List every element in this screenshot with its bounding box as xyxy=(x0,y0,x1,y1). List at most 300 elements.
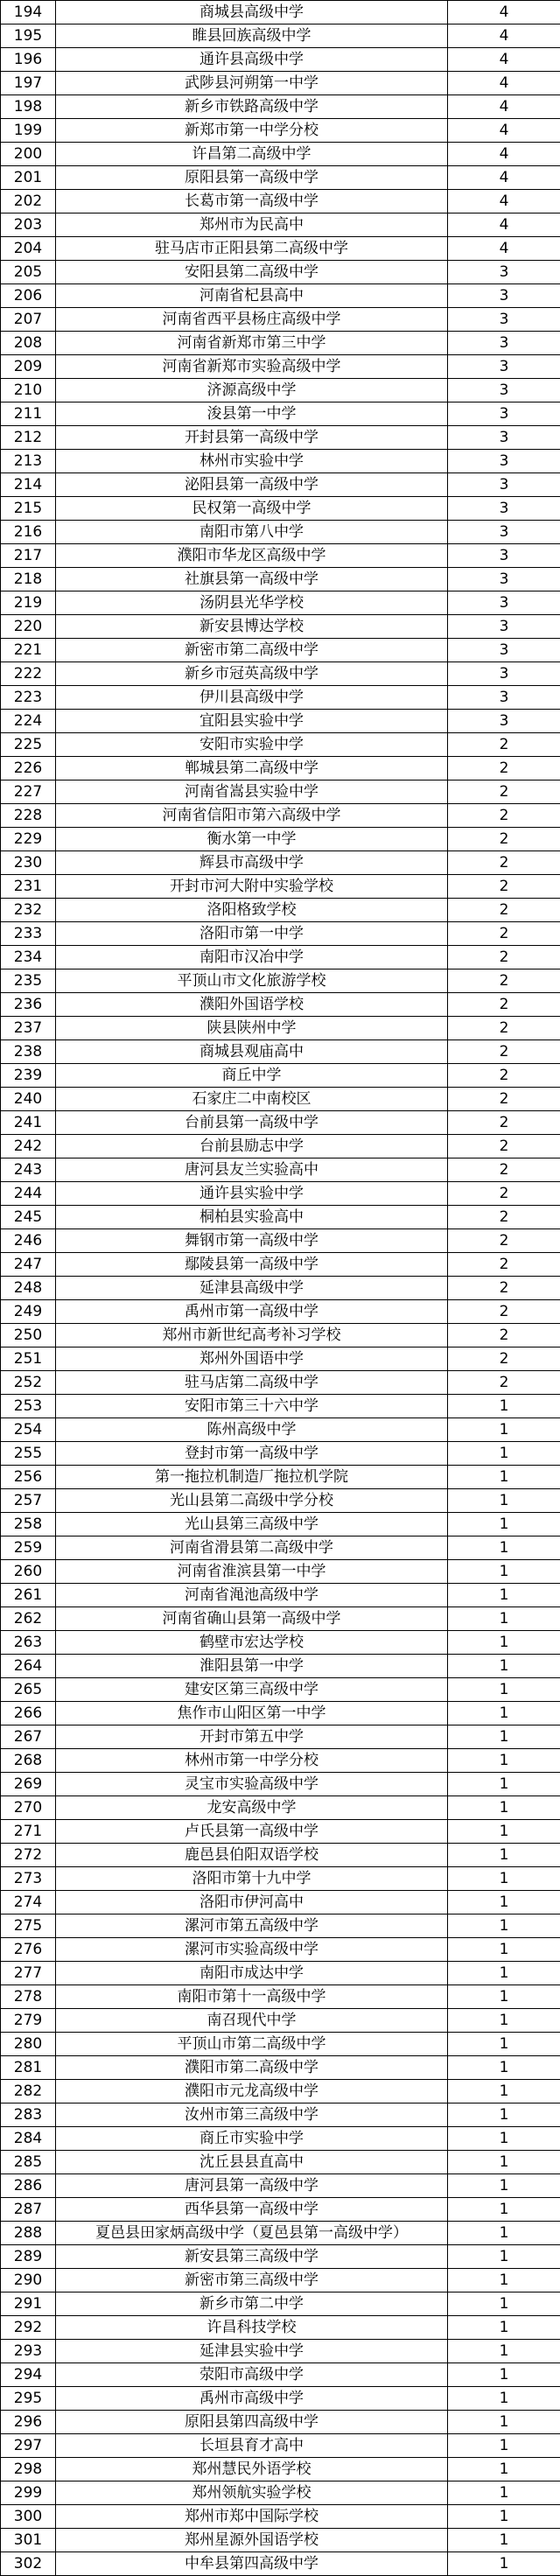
rank-cell: 231 xyxy=(1,875,56,899)
count-cell: 2 xyxy=(448,757,560,780)
table-row xyxy=(1,1938,560,1962)
school-name-cell: 新安县博达学校 xyxy=(56,615,448,639)
table-row xyxy=(1,568,560,592)
table-row xyxy=(1,1088,560,1111)
school-name-cell: 河南省信阳市第六高级中学 xyxy=(56,804,448,828)
count-cell: 2 xyxy=(448,1229,560,1253)
rank-cell: 213 xyxy=(1,450,56,473)
table-row xyxy=(1,2033,560,2056)
count-cell: 2 xyxy=(448,1064,560,1088)
table-row xyxy=(1,2529,560,2552)
rank-cell: 248 xyxy=(1,1277,56,1300)
table-row xyxy=(1,1135,560,1158)
rank-cell: 196 xyxy=(1,48,56,72)
count-cell: 1 xyxy=(448,1631,560,1655)
count-cell: 3 xyxy=(448,497,560,521)
rank-cell: 297 xyxy=(1,2434,56,2458)
count-cell: 2 xyxy=(448,1348,560,1371)
count-cell: 1 xyxy=(448,1418,560,1442)
count-cell: 4 xyxy=(448,1,560,24)
count-cell: 1 xyxy=(448,2151,560,2174)
school-name-cell: 平顶山市文化旅游学校 xyxy=(56,970,448,993)
school-name-cell: 西华县第一高级中学 xyxy=(56,2198,448,2222)
school-name-cell: 新安县第三高级中学 xyxy=(56,2245,448,2269)
school-name-cell: 原阳县第一高级中学 xyxy=(56,166,448,190)
table-row xyxy=(1,615,560,639)
count-cell: 1 xyxy=(448,1938,560,1962)
count-cell: 1 xyxy=(448,1749,560,1773)
school-name-cell: 鹤壁市宏达学校 xyxy=(56,1631,448,1655)
rank-cell: 301 xyxy=(1,2529,56,2552)
table-row xyxy=(1,851,560,875)
rank-cell: 218 xyxy=(1,568,56,592)
count-cell: 2 xyxy=(448,899,560,922)
count-cell: 1 xyxy=(448,2482,560,2505)
count-cell: 2 xyxy=(448,1088,560,1111)
school-name-cell: 开封市第五中学 xyxy=(56,1726,448,1749)
count-cell: 1 xyxy=(448,2340,560,2363)
table-row xyxy=(1,284,560,308)
rank-cell: 203 xyxy=(1,214,56,237)
table-row xyxy=(1,1277,560,1300)
count-cell: 4 xyxy=(448,214,560,237)
school-name-cell: 鄢陵县第一高级中学 xyxy=(56,1253,448,1277)
school-name-cell: 许昌科技学校 xyxy=(56,2316,448,2340)
table-row xyxy=(1,1,560,24)
count-cell: 1 xyxy=(448,2434,560,2458)
school-name-cell: 河南省淮滨县第一中学 xyxy=(56,1560,448,1584)
count-cell: 3 xyxy=(448,450,560,473)
school-name-cell: 原阳县第四高级中学 xyxy=(56,2411,448,2434)
table-row xyxy=(1,355,560,379)
table-row xyxy=(1,662,560,686)
rank-cell: 237 xyxy=(1,1017,56,1040)
table-row xyxy=(1,710,560,733)
table-row xyxy=(1,308,560,332)
rank-cell: 273 xyxy=(1,1867,56,1891)
table-row xyxy=(1,1867,560,1891)
count-cell: 4 xyxy=(448,48,560,72)
school-name-cell: 洛阳市第一中学 xyxy=(56,922,448,946)
table-row xyxy=(1,473,560,497)
school-name-cell: 陈州高级中学 xyxy=(56,1418,448,1442)
table-row xyxy=(1,72,560,95)
count-cell: 3 xyxy=(448,662,560,686)
school-name-cell: 辉县市高级中学 xyxy=(56,851,448,875)
table-row xyxy=(1,733,560,757)
table-row xyxy=(1,1206,560,1229)
table-row xyxy=(1,1891,560,1914)
school-name-cell: 沈丘县县直高中 xyxy=(56,2151,448,2174)
school-name-cell: 驻马店市正阳县第二高级中学 xyxy=(56,237,448,261)
table-row xyxy=(1,190,560,214)
rank-cell: 263 xyxy=(1,1631,56,1655)
table-row xyxy=(1,261,560,284)
table-row xyxy=(1,450,560,473)
table-row xyxy=(1,24,560,48)
table-row xyxy=(1,2009,560,2033)
rank-cell: 257 xyxy=(1,1489,56,1513)
table-row xyxy=(1,2151,560,2174)
count-cell: 4 xyxy=(448,72,560,95)
rank-cell: 224 xyxy=(1,710,56,733)
rank-cell: 276 xyxy=(1,1938,56,1962)
rank-cell: 258 xyxy=(1,1513,56,1536)
count-cell: 1 xyxy=(448,2127,560,2151)
school-name-cell: 郑州市为民高中 xyxy=(56,214,448,237)
rank-cell: 283 xyxy=(1,2104,56,2127)
rank-cell: 234 xyxy=(1,946,56,970)
table-row xyxy=(1,1371,560,1395)
rank-cell: 290 xyxy=(1,2269,56,2292)
school-name-cell: 新密市第三高级中学 xyxy=(56,2269,448,2292)
rank-cell: 219 xyxy=(1,592,56,615)
rank-cell: 216 xyxy=(1,521,56,544)
school-name-cell: 新郑市第一中学分校 xyxy=(56,119,448,143)
count-cell: 1 xyxy=(448,2245,560,2269)
table-row xyxy=(1,2552,560,2576)
count-cell: 3 xyxy=(448,521,560,544)
rank-cell: 270 xyxy=(1,1796,56,1820)
school-name-cell: 第一拖拉机制造厂拖拉机学院 xyxy=(56,1466,448,1489)
table-row xyxy=(1,1418,560,1442)
table-row xyxy=(1,237,560,261)
school-name-cell: 河南省新郑市第三中学 xyxy=(56,332,448,355)
table-row xyxy=(1,426,560,450)
rank-cell: 246 xyxy=(1,1229,56,1253)
table-row xyxy=(1,2387,560,2411)
school-name-cell: 焦作市山阳区第一中学 xyxy=(56,1702,448,1726)
count-cell: 2 xyxy=(448,733,560,757)
count-cell: 2 xyxy=(448,1324,560,1348)
count-cell: 3 xyxy=(448,568,560,592)
table-row xyxy=(1,1678,560,1702)
count-cell: 1 xyxy=(448,1702,560,1726)
school-name-cell: 濮阳外国语学校 xyxy=(56,993,448,1017)
rank-cell: 205 xyxy=(1,261,56,284)
count-cell: 1 xyxy=(448,2009,560,2033)
rank-cell: 208 xyxy=(1,332,56,355)
count-cell: 3 xyxy=(448,615,560,639)
school-name-cell: 濮阳市元龙高级中学 xyxy=(56,2080,448,2104)
school-name-cell: 新乡市冠英高级中学 xyxy=(56,662,448,686)
table-row xyxy=(1,1631,560,1655)
rank-cell: 238 xyxy=(1,1040,56,1064)
table-row xyxy=(1,1466,560,1489)
school-name-cell: 社旗县第一高级中学 xyxy=(56,568,448,592)
count-cell: 1 xyxy=(448,2269,560,2292)
table-row xyxy=(1,592,560,615)
count-cell: 3 xyxy=(448,284,560,308)
school-name-cell: 南阳市第十一高级中学 xyxy=(56,1985,448,2009)
school-name-cell: 安阳市第三十六中学 xyxy=(56,1395,448,1418)
school-name-cell: 郑州星源外国语学校 xyxy=(56,2529,448,2552)
count-cell: 1 xyxy=(448,1489,560,1513)
count-cell: 1 xyxy=(448,2198,560,2222)
table-row xyxy=(1,875,560,899)
table-row xyxy=(1,2505,560,2529)
table-row xyxy=(1,970,560,993)
school-name-cell: 台前县第一高级中学 xyxy=(56,1111,448,1135)
rank-cell: 249 xyxy=(1,1300,56,1324)
table-row xyxy=(1,1324,560,1348)
school-name-cell: 伊川县高级中学 xyxy=(56,686,448,710)
table-row xyxy=(1,1914,560,1938)
school-name-cell: 长葛市第一高级中学 xyxy=(56,190,448,214)
table-row xyxy=(1,1985,560,2009)
count-cell: 1 xyxy=(448,2529,560,2552)
rank-cell: 225 xyxy=(1,733,56,757)
count-cell: 1 xyxy=(448,2363,560,2387)
table-row xyxy=(1,2127,560,2151)
school-name-cell: 鹿邑县伯阳双语学校 xyxy=(56,1844,448,1867)
rank-cell: 210 xyxy=(1,379,56,402)
rank-cell: 280 xyxy=(1,2033,56,2056)
rank-cell: 252 xyxy=(1,1371,56,1395)
count-cell: 3 xyxy=(448,355,560,379)
table-row xyxy=(1,1229,560,1253)
count-cell: 1 xyxy=(448,1726,560,1749)
table-row xyxy=(1,214,560,237)
school-name-cell: 濮阳市第二高级中学 xyxy=(56,2056,448,2080)
rank-cell: 278 xyxy=(1,1985,56,2009)
table-row xyxy=(1,2434,560,2458)
rank-cell: 230 xyxy=(1,851,56,875)
school-name-cell: 石家庄二中南校区 xyxy=(56,1088,448,1111)
table-row xyxy=(1,2316,560,2340)
rank-cell: 295 xyxy=(1,2387,56,2411)
school-name-cell: 郸城县第二高级中学 xyxy=(56,757,448,780)
ranking-table-body xyxy=(1,1,560,2576)
count-cell: 2 xyxy=(448,780,560,804)
count-cell: 3 xyxy=(448,261,560,284)
count-cell: 4 xyxy=(448,119,560,143)
school-name-cell: 卢氏县第一高级中学 xyxy=(56,1820,448,1844)
table-row xyxy=(1,1064,560,1088)
table-row xyxy=(1,686,560,710)
rank-cell: 286 xyxy=(1,2174,56,2198)
table-row xyxy=(1,2245,560,2269)
rank-cell: 274 xyxy=(1,1891,56,1914)
count-cell: 1 xyxy=(448,1466,560,1489)
school-name-cell: 灵宝市实验高级中学 xyxy=(56,1773,448,1796)
rank-cell: 211 xyxy=(1,402,56,426)
school-name-cell: 登封市第一高级中学 xyxy=(56,1442,448,1466)
count-cell: 3 xyxy=(448,473,560,497)
count-cell: 1 xyxy=(448,2174,560,2198)
count-cell: 2 xyxy=(448,1135,560,1158)
school-name-cell: 商城县观庙高中 xyxy=(56,1040,448,1064)
rank-cell: 277 xyxy=(1,1962,56,1985)
rank-cell: 289 xyxy=(1,2245,56,2269)
rank-cell: 240 xyxy=(1,1088,56,1111)
school-name-cell: 平顶山市第二高级中学 xyxy=(56,2033,448,2056)
school-name-cell: 延津县实验中学 xyxy=(56,2340,448,2363)
rank-cell: 247 xyxy=(1,1253,56,1277)
school-name-cell: 中牟县第四高级中学 xyxy=(56,2552,448,2576)
table-row xyxy=(1,2363,560,2387)
rank-cell: 245 xyxy=(1,1206,56,1229)
rank-cell: 233 xyxy=(1,922,56,946)
count-cell: 3 xyxy=(448,402,560,426)
rank-cell: 284 xyxy=(1,2127,56,2151)
rank-cell: 288 xyxy=(1,2222,56,2245)
school-name-cell: 唐河县友兰实验高中 xyxy=(56,1158,448,1182)
school-name-cell: 河南省确山县第一高级中学 xyxy=(56,1607,448,1631)
rank-cell: 262 xyxy=(1,1607,56,1631)
count-cell: 3 xyxy=(448,308,560,332)
rank-cell: 272 xyxy=(1,1844,56,1867)
count-cell: 2 xyxy=(448,970,560,993)
count-cell: 4 xyxy=(448,166,560,190)
school-name-cell: 洛阳格致学校 xyxy=(56,899,448,922)
count-cell: 1 xyxy=(448,2222,560,2245)
rank-cell: 241 xyxy=(1,1111,56,1135)
school-name-cell: 新乡市第二中学 xyxy=(56,2292,448,2316)
school-name-cell: 郑州慧民外语学校 xyxy=(56,2458,448,2482)
count-cell: 1 xyxy=(448,1867,560,1891)
count-cell: 4 xyxy=(448,190,560,214)
rank-cell: 259 xyxy=(1,1536,56,1560)
rank-cell: 251 xyxy=(1,1348,56,1371)
school-name-cell: 泌阳县第一高级中学 xyxy=(56,473,448,497)
rank-cell: 302 xyxy=(1,2552,56,2576)
table-row xyxy=(1,1726,560,1749)
school-name-cell: 荥阳市高级中学 xyxy=(56,2363,448,2387)
rank-cell: 266 xyxy=(1,1702,56,1726)
school-name-cell: 睢县回族高级中学 xyxy=(56,24,448,48)
count-cell: 1 xyxy=(448,1820,560,1844)
table-row xyxy=(1,1253,560,1277)
count-cell: 3 xyxy=(448,592,560,615)
table-row xyxy=(1,379,560,402)
school-name-cell: 南阳市成达中学 xyxy=(56,1962,448,1985)
count-cell: 2 xyxy=(448,946,560,970)
school-name-cell: 开封市河大附中实验学校 xyxy=(56,875,448,899)
count-cell: 2 xyxy=(448,875,560,899)
count-cell: 2 xyxy=(448,1017,560,1040)
school-name-cell: 通许县实验中学 xyxy=(56,1182,448,1206)
count-cell: 2 xyxy=(448,1300,560,1324)
school-name-cell: 安阳市实验中学 xyxy=(56,733,448,757)
count-cell: 2 xyxy=(448,1111,560,1135)
rank-cell: 254 xyxy=(1,1418,56,1442)
count-cell: 4 xyxy=(448,24,560,48)
rank-cell: 226 xyxy=(1,757,56,780)
rank-cell: 206 xyxy=(1,284,56,308)
rank-cell: 222 xyxy=(1,662,56,686)
rank-cell: 243 xyxy=(1,1158,56,1182)
school-name-cell: 建安区第三高级中学 xyxy=(56,1678,448,1702)
rank-cell: 269 xyxy=(1,1773,56,1796)
table-row xyxy=(1,2222,560,2245)
table-row xyxy=(1,993,560,1017)
rank-cell: 200 xyxy=(1,143,56,166)
rank-cell: 207 xyxy=(1,308,56,332)
school-name-cell: 河南省西平县杨庄高级中学 xyxy=(56,308,448,332)
rank-cell: 275 xyxy=(1,1914,56,1938)
school-name-cell: 漯河市实验高级中学 xyxy=(56,1938,448,1962)
rank-cell: 267 xyxy=(1,1726,56,1749)
count-cell: 1 xyxy=(448,1513,560,1536)
count-cell: 2 xyxy=(448,1182,560,1206)
school-name-cell: 林州市实验中学 xyxy=(56,450,448,473)
table-row xyxy=(1,143,560,166)
count-cell: 1 xyxy=(448,2056,560,2080)
rank-cell: 201 xyxy=(1,166,56,190)
table-row xyxy=(1,1584,560,1607)
rank-cell: 198 xyxy=(1,95,56,119)
school-name-cell: 许昌第二高级中学 xyxy=(56,143,448,166)
rank-cell: 227 xyxy=(1,780,56,804)
count-cell: 4 xyxy=(448,143,560,166)
table-row xyxy=(1,1820,560,1844)
school-name-cell: 淮阳县第一中学 xyxy=(56,1655,448,1678)
count-cell: 1 xyxy=(448,2316,560,2340)
school-name-cell: 民权第一高级中学 xyxy=(56,497,448,521)
rank-cell: 293 xyxy=(1,2340,56,2363)
rank-cell: 217 xyxy=(1,544,56,568)
count-cell: 1 xyxy=(448,2552,560,2576)
school-name-cell: 禹州市高级中学 xyxy=(56,2387,448,2411)
count-cell: 2 xyxy=(448,993,560,1017)
rank-cell: 229 xyxy=(1,828,56,851)
table-row xyxy=(1,1560,560,1584)
rank-cell: 282 xyxy=(1,2080,56,2104)
rank-cell: 221 xyxy=(1,639,56,662)
rank-cell: 287 xyxy=(1,2198,56,2222)
school-name-cell: 浚县第一中学 xyxy=(56,402,448,426)
count-cell: 1 xyxy=(448,1796,560,1820)
school-name-cell: 桐柏县实验高中 xyxy=(56,1206,448,1229)
table-row xyxy=(1,757,560,780)
count-cell: 3 xyxy=(448,379,560,402)
table-row xyxy=(1,521,560,544)
rank-cell: 199 xyxy=(1,119,56,143)
school-name-cell: 衡水第一中学 xyxy=(56,828,448,851)
school-name-cell: 洛阳市第十九中学 xyxy=(56,1867,448,1891)
rank-cell: 260 xyxy=(1,1560,56,1584)
count-cell: 1 xyxy=(448,2387,560,2411)
table-row xyxy=(1,1702,560,1726)
count-cell: 1 xyxy=(448,2292,560,2316)
table-row xyxy=(1,1655,560,1678)
school-name-cell: 南阳市汉冶中学 xyxy=(56,946,448,970)
rank-cell: 228 xyxy=(1,804,56,828)
rank-cell: 256 xyxy=(1,1466,56,1489)
table-row xyxy=(1,2269,560,2292)
rank-cell: 261 xyxy=(1,1584,56,1607)
count-cell: 1 xyxy=(448,2458,560,2482)
count-cell: 2 xyxy=(448,1040,560,1064)
count-cell: 3 xyxy=(448,332,560,355)
count-cell: 2 xyxy=(448,1158,560,1182)
rank-cell: 204 xyxy=(1,237,56,261)
rank-cell: 300 xyxy=(1,2505,56,2529)
school-name-cell: 陕县陕州中学 xyxy=(56,1017,448,1040)
count-cell: 1 xyxy=(448,2033,560,2056)
school-name-cell: 唐河县第一高级中学 xyxy=(56,2174,448,2198)
school-name-cell: 光山县第二高级中学分校 xyxy=(56,1489,448,1513)
rank-cell: 253 xyxy=(1,1395,56,1418)
table-row xyxy=(1,946,560,970)
table-row xyxy=(1,1300,560,1324)
count-cell: 1 xyxy=(448,1584,560,1607)
school-name-cell: 夏邑县田家炳高级中学（夏邑县第一高级中学） xyxy=(56,2222,448,2245)
table-row xyxy=(1,1773,560,1796)
school-name-cell: 新乡市铁路高级中学 xyxy=(56,95,448,119)
rank-cell: 239 xyxy=(1,1064,56,1088)
